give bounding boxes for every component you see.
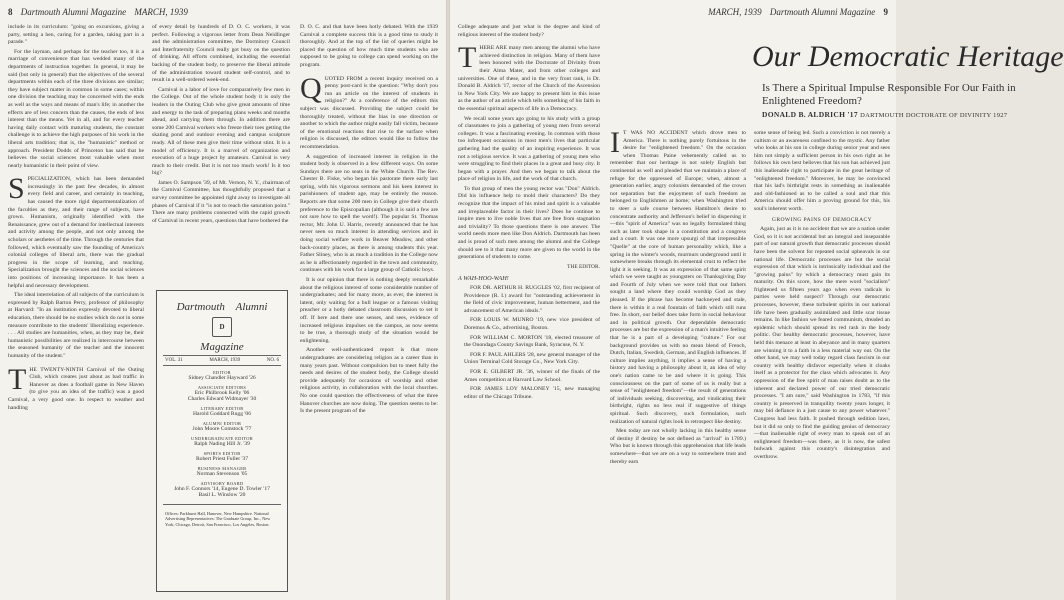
right-issue-date: MARCH, 1939 <box>708 7 762 17</box>
paragraph: Carnival is a labor of love for comparatively few men in the College. Out of the whole student body it is only the leaders in the Outing Club who give great amounts of time and energy to the task of preparing plans weeks and months ahead, and carrying them through. In addition there are some 200 Carnival workers who freeze their toes getting the skating pond and outdoor evening and campus sculpture ready. All of these men give their time without stint. It is a model of efficiency. It is a marvel of organization and execution of a huge project by amateurs. Carnival is very much to their credit. But it is not too much work! Is it too big? <box>152 86 290 177</box>
left-page <box>0 0 446 600</box>
divider <box>163 355 281 356</box>
paragraph-text: T WAS NO ACCIDENT which drove men to America. There is nothing purely fortuitous in the desire for "enlightened freedom." On the occasion when Thomas Paine vehemently called us to remember that our heritage is not solely English but continental as well and pleaded that we maintain a place of refuge for the oppressed of Europe; when, almost a generation earlier, angry colonists demanded of the crown not separation but the enjoyment of such freedom as belonged to Englishmen at home; when Washington tried to steer a safe course between Hamilton's desire to concentrate authority and Jefferson's belief in dispersing it—this "spirit of America" was no legally formulated thing such as later took shape in a constitution and a congress and a court. It was one more upsurgi of that irrepressible "Quelle" at the core of human personality which, like a spring in the winter's woods, murmurs underground until it somewhere breaks through its elemental crust to reflect the light it is seeking. It was an expression of that same spirit which we were taught as youngsters on Thanksgiving Day and Fourth of July when we were told that our fathers sought a land where they could worship God as they pleased. If the phrase has become hackneyed and stale, there is within it a real fountain of faith which still runs free. In short, our belief does take form in social behaviour and in political growth. Our dependable democratic processes are but the expression of a man's intuitive feeling that he is a part of a developing "culture." For our background provides us with no mean blend of French, Dutch, Italian, Swedish, German, and English influences. If culture implies anything, it implies a sense of having a history and having a philosophy about it, an idea of why one's nation came to be and where it is going. This consciousness on the part of some of us is really but a sense of "enlightened freedom"—the result of generations of individuals seeking, discovering, and vindicating their birthright, rights no less real if suggestive of things spiritual. Such discovery, such formulation, such realization of natural rights look in retrospect like destiny. <box>610 130 746 425</box>
issue-number: NO. 6 <box>266 358 279 363</box>
volume: VOL. 31 <box>165 358 183 363</box>
staff-name: Eric Philbrook Kelly '06 <box>194 390 250 396</box>
paragraph: We recall some years ago going to his study with a group of classmates to join a gathering of young men from several colleges. It was a fascinating evening. In common with those too infrequent occasions in most men's lives that particular gathering had the quality of an inspiring experience. It was not a religious service. It was a gathering of young men who were struggling to find their places in a great and busy city. It began with a prayer. And then we began to talk about the place of religion in life, and the work of that church. <box>458 115 600 183</box>
author-name: DONALD B. ALDRICH '17 <box>762 110 858 119</box>
paragraph: The ideal interrelation of all subjects of the curriculum is expressed by Ralph Barton Perry, professor of philosophy at Harvard: "In an institution expressly devoted to liberal education, there should be no studies which do not in some measure contribute to the students' liberalizing experience. . . . All studies are humanities, when, as they may be, their humanistic possibilities are realized in intercourse between the seasoned humanity of the teacher and the innocent humanity of the student." <box>8 292 144 359</box>
drop-cap: T <box>458 41 477 75</box>
staff-name: Robert Priest Fuller '37 <box>195 456 249 462</box>
staff-name: Sidney Chandler Hayward '26 <box>188 375 256 381</box>
staff-role: EDITOR <box>213 370 231 375</box>
staff-role: SPORTS EDITOR <box>203 451 241 456</box>
masthead-title <box>157 301 287 313</box>
divider <box>163 365 281 366</box>
author-degree: DARTMOUTH DOCTORATE OF DIVINITY 1927 <box>860 112 1008 119</box>
paragraph-text: HERE ARE many men among the alumni who have achieved distinction in religion. Many of them have been honored with the Doctorate of Divinity from their Alma Mater, and from other colleges and universities. One of these, and in the very front rank, is Dr. Donald B. Aldrich '17, rector of the Church of the Ascension in New York City. We are happy to present him in this issue as the author of an article which tells something of his faith in the essential spiritual aspects of life in a Democracy. <box>458 45 600 112</box>
issue-month: MARCH, 1939 <box>209 358 241 363</box>
staff-role: UNDERGRADUATE EDITOR <box>191 436 253 441</box>
paragraph: Again, just as it is no accident that we are a nation under God, so it is not accidental but an integral and inseparable part of our natural growth that democratic processes should have been the solvent for repeated social upheavals in our national life. Democratic processes are but the social expression of that which is intrinsically individual and the "growing pains" by which a democracy must gain its maturity. On this score, how the mere word "socialism" frightened us fifteen years ago when even radicals in parties were held suspect? Through our democratic processes, however, these turbulent spirits in our national life have been gradually assimilated and little scar tissue remains. In like fashion we feared communism, dreaded an epidemic which should spread its red rash in the body politic. Our healthy democratic processes, however, have held this menace at least in abeyance and in many quarters are winning it to a faith in a less material way out. On the other hand, we may well today regard class fascism in our country with healthy disfavor especially when it cloaks itself as a protector for the class which advocates it. Any oppression of the free spirit of man raises doubt as to the inherent and declared power of our tried democratic processes. "I am sure," said Washington in 1783, "if this country is preserved in tranquility twenty years longer, it may bid defiance in a just cause to any power whatever." Congress had less faith. It pushed through sedition laws, but it did so only to find the guiding genius of democracy—that inalienable right of every man to speak out of an enlightened freedom—was there, as it is now, the safest bulwark against this country's disintegration and overthrow. <box>754 226 890 460</box>
paragraph: College adequate and just what is the degree and kind of religious interest of the student body? <box>458 24 600 38</box>
paragraph: Another well-authenticated report is that more undergraduates are considering religion as a career than in many years past. Without compulsion but to meet fully the needs and desires of the student body, the College should provide adequately for occasions of worship and other religious activity, in collaboration with the local churches. No one could question the effectiveness of what the three Hanover churches are now doing. The question seems to be: Is the present program of the <box>300 347 438 415</box>
paragraph: To that group of men the young rector was "Don" Aldrich. Did his influence help to mold their characters? Do they recognize that the impact of his mind and spirit is a valuable and irreplaceable factor in their lives? Does he continue to inspire men to live noble lives that are free from stagnation and triviality? To those questions there is one answer. The world needs more men like Don Aldrich. Dartmouth has been and is proud of such men among the alumni and the College should see to it that many more are given to the world in the generations of students to come. <box>458 185 600 261</box>
drop-cap: Q <box>300 71 322 105</box>
masthead-title-left: Dartmouth <box>176 301 225 313</box>
note-item: FOR F. PAUL AHLERS '28, new general manager of the Union Terminal Cold Storage Co., New York City. <box>464 351 601 366</box>
staff-name: Norman Stevenson '05 <box>196 471 248 477</box>
left-running-head <box>2 7 188 17</box>
editor-signature: THE EDITOR. <box>567 263 600 270</box>
paragraph <box>8 362 144 413</box>
right-running-head <box>708 7 894 17</box>
editorial-column-2 <box>152 24 290 284</box>
paragraph-text: UOTED FROM a recent inquiry received on a penny post-card is the question: "Why don't you run an article on the interest of students in religion?" At a conference of the editors this subject was discussed. Providing the subject could be thoroughly treated, without the bias in one direction or another to which the author might easily fall victim, because of the emotional reactions that rise to the surface when religion is discussed, the editors would like to follow the recommendation. <box>300 75 438 150</box>
section-heading: GROWING PAINS OF DEMOCRACY <box>771 216 873 223</box>
paragraph-text: PECIALIZATION, which has been demanded increasingly in the past few decades, in almost every field and career, and certainly in teaching, has caused the more rigid departmentalization of the faculties as they, and their range of subjects, have grown. Humanism, originally identified with the Renaissance, grew out of a demand for intellectual interests and activity among the people, and not only among the scholars or aesthetes of the time. Through the centuries that followed, which eventually saw the founding of America's colonial colleges of liberal arts, there was the gradual progress in the scope of learning, and teaching. Specialization brought the sciences and the social sciences into positions of increasing importance. It has been a helpful and necessary development. <box>8 176 144 289</box>
right-page-number: 9 <box>883 7 888 17</box>
staff-name: John Moore Comstock '77 <box>192 426 252 432</box>
masthead-logo-icon: D <box>212 317 232 337</box>
right-page <box>450 0 1064 600</box>
editorial-column-4 <box>458 24 600 596</box>
paragraph <box>8 172 144 290</box>
article-byline <box>762 110 1052 119</box>
staff-role: LITERARY EDITOR <box>200 406 244 411</box>
left-page-number: 8 <box>8 7 13 17</box>
article-title: Our Democratic Heritage <box>752 40 1064 73</box>
paragraph-text: HE TWENTY-NINTH Carnival of the Outing Club, which creates just about as bad traffic in Hanover as does a football game in New Haven (to give you an idea of the traffic) was a good Carnival, a very good one. In respect to weather and handling <box>8 366 144 411</box>
left-issue-date: MARCH, 1939 <box>134 7 188 17</box>
section-heading: A WAH-HOO-WAH! <box>458 275 509 283</box>
left-magazine-title: Dartmouth Alumni Magazine <box>20 7 127 17</box>
masthead-box <box>156 290 288 592</box>
masthead-title-right: Alumni <box>235 301 268 313</box>
paragraph: James O. Sampson '39, of Mt. Vernon, N. Y., chairman of the Carnival Committee, has thoughtfully proposed that a survey committee be appointed right away to investigate all phases of Carnival if it "is not to reach the saturation point." There are many problems connected with the rapid growth of Carnival in recent years, questions that have bothered the <box>152 179 290 224</box>
paragraph: of every detail by hundreds of D. O. C. workers, it was perfect. Following a vigorous letter from Dean Neidlinger and the administration committee, the Dormitory Council and Interfraternity Council really got busy on the question of drinking. All efforts combined, including the essential backing of the student body, to preserve the liberal attitude of the administration toward student self-control, and to result in a well-ordered week-end. <box>152 24 290 84</box>
drop-cap: T <box>8 362 27 396</box>
staff-name: John F. Connors '14, Eugene D. Towler '17 <box>174 486 270 492</box>
staff-list <box>157 370 287 498</box>
masthead-volume-line <box>165 358 279 363</box>
paragraph: some sense of being led. Such a conviction is not merely a cultism or an awareness confined to the mystic. Any father who looks at his son in college during senior year and sees him not simply a sufficient person in his own right as he follows his own best believes that his son has achieved just this inalienable right to participate in the great heritage of "enlightened freedom." Moreover, he may be convinced that his lad's birthright rests in something as inalienable and old-fashioned as to be called a soul and that this America should offer him a proving ground for this, his soul's inherent worth. <box>754 130 890 212</box>
staff-name: Basil L. Winslow '20 <box>198 492 246 498</box>
drop-cap: S <box>8 172 25 206</box>
note-item: FOR E. GILBERT JR. '36, winner of the finals of the Ames competition at Harvard Law School. <box>464 368 600 383</box>
note-item: FOR DR. ARTHUR H. RUGGLES '02, first recipient of Providence (R. I.) award for "outstanding achievement in the field of civic improvement, human betterment, and the advancement of American ideals." <box>464 285 600 314</box>
paragraph: For the layman, and perhaps for the teacher too, it is a marriage of convenience that has wedded many of the departments of instruction together. In general, it may be said (but only in general) that the objectives of the several departments within each of the three divisions are similar; they have subject matter in common in some cases; within one division the teaching may be concerned with the ends as well as the ways and means of man's life; in another the effects are of less concern than the causes, the ends of less interest than the means. Yet in all, and for every teacher having daily contact with maturing students, the constant challenge is to achieve the high purposes of his work in the liberal arts tradition; that is, the "humanistic" method or approach. President Dodds of Princeton has said that he believes the social sciences most valuable when most nearly humanistic in their point of view. <box>8 48 144 169</box>
paragraph: include in its curriculum: "going on excursions, giving a party, setting a hen, caring for a garden, taking part in a parade." <box>8 24 144 46</box>
note-item: FOR WILLIAM C. MORTON '18, elected treasurer of the Onondaga County Savings Bank, Syracuse, N. Y. <box>464 334 601 349</box>
editorial-column-3 <box>300 24 438 596</box>
right-magazine-title: Dartmouth Alumni Magazine <box>769 7 876 17</box>
editorial-column-1 <box>8 24 144 596</box>
drop-cap: I <box>610 126 620 159</box>
staff-name: Charles Edward Widmayer '30 <box>187 396 257 402</box>
staff-name: Ralph Nading Hill Jr. '39 <box>194 441 250 447</box>
paragraph: Men today are not wholly lacking in this healthy sense of destiny if destiny be not defined as "arrival" in 1789.) Who but is known through this apprehension that life leads somewhere—that we are on a way to somewhere trust and thereby earn <box>610 428 746 465</box>
staff-role: ADVISORY BOARD <box>200 481 244 486</box>
masthead-offices: Offices: Parkhurst Hall, Hanover, New Hampshire. National Advertising Representatives: The Graduate Group, Inc., New York, Chicago, Detroit, San Francisco, Los Angeles, Boston. <box>165 511 271 527</box>
article-subtitle: Is There a Spiritual Impulse Responsible For Our Faith in Enlightened Freedom? <box>762 82 1016 107</box>
divider <box>163 504 281 505</box>
staff-role: ASSOCIATE EDITORS <box>197 385 247 390</box>
masthead-title-bottom: Magazine <box>200 341 244 353</box>
paragraph: A suggestion of increased interest in religion in the student body is observed in a few different ways. On some Sundays there are no seats in the White Church. The Rev. Chester B. Fiske, who began his pastorate there early last spring, with his vigorous sermons and his keen interest in parishioners of student age, may be entirely the reason. Reports are that some 200 men in College give their church preference to the Episcopalian (although it is said a few are not sure how to spell the word!). The popular St. Thomas rector, Mr. John U. Harris, recently announced that he has never seen so much interest in attending services and in doing social welfare work in Beaver Meadow, and other back-country places, as there is among students this year. Father Sliney, who is as much a tradition in the College now as he is affectionately regarded in the town and community, continues with his work for a large group of Catholic boys. <box>300 153 438 274</box>
staff-role: ALUMNI EDITOR <box>202 421 242 426</box>
paragraph <box>610 126 746 426</box>
article-column-2 <box>754 130 890 596</box>
paragraph <box>300 71 438 152</box>
staff-role: BUSINESS MANAGER <box>197 466 247 471</box>
staff-name: Harold Goddard Rugg '06 <box>192 411 252 417</box>
paragraph: D. O. C. and that have been hotly debated. With the 1939 Carnival a complete success this is a good time to study it thoroughly. And at the top of the list of queries might be placed the question of how much time students who are supposed to be going to college can spend working on the program. <box>300 24 438 68</box>
note-item: FOR LOUIS W. MUNRO '19, new vice president of Doremus & Co., advertising, Boston. <box>464 317 601 331</box>
note-item: FOR JAMES LOY MALONEY '15, new managing editor of the Chicago Tribune. <box>464 386 600 400</box>
paragraph <box>458 41 600 113</box>
paragraph: It is our opinion that there is nothing deeply remarkable about the religious interest of some considerable number of undergraduates; and for many more, as ever, the interest is latent, only waiting for a bull league or a famous visiting preacher or a hotly debated classroom discussion to set it off. If here and there one senses, and sees, evidence of increased religious impulses on the campus, as now seems to be true, a thorough study of the situation would be enlightening. <box>300 277 438 344</box>
article-column-1 <box>610 126 746 596</box>
